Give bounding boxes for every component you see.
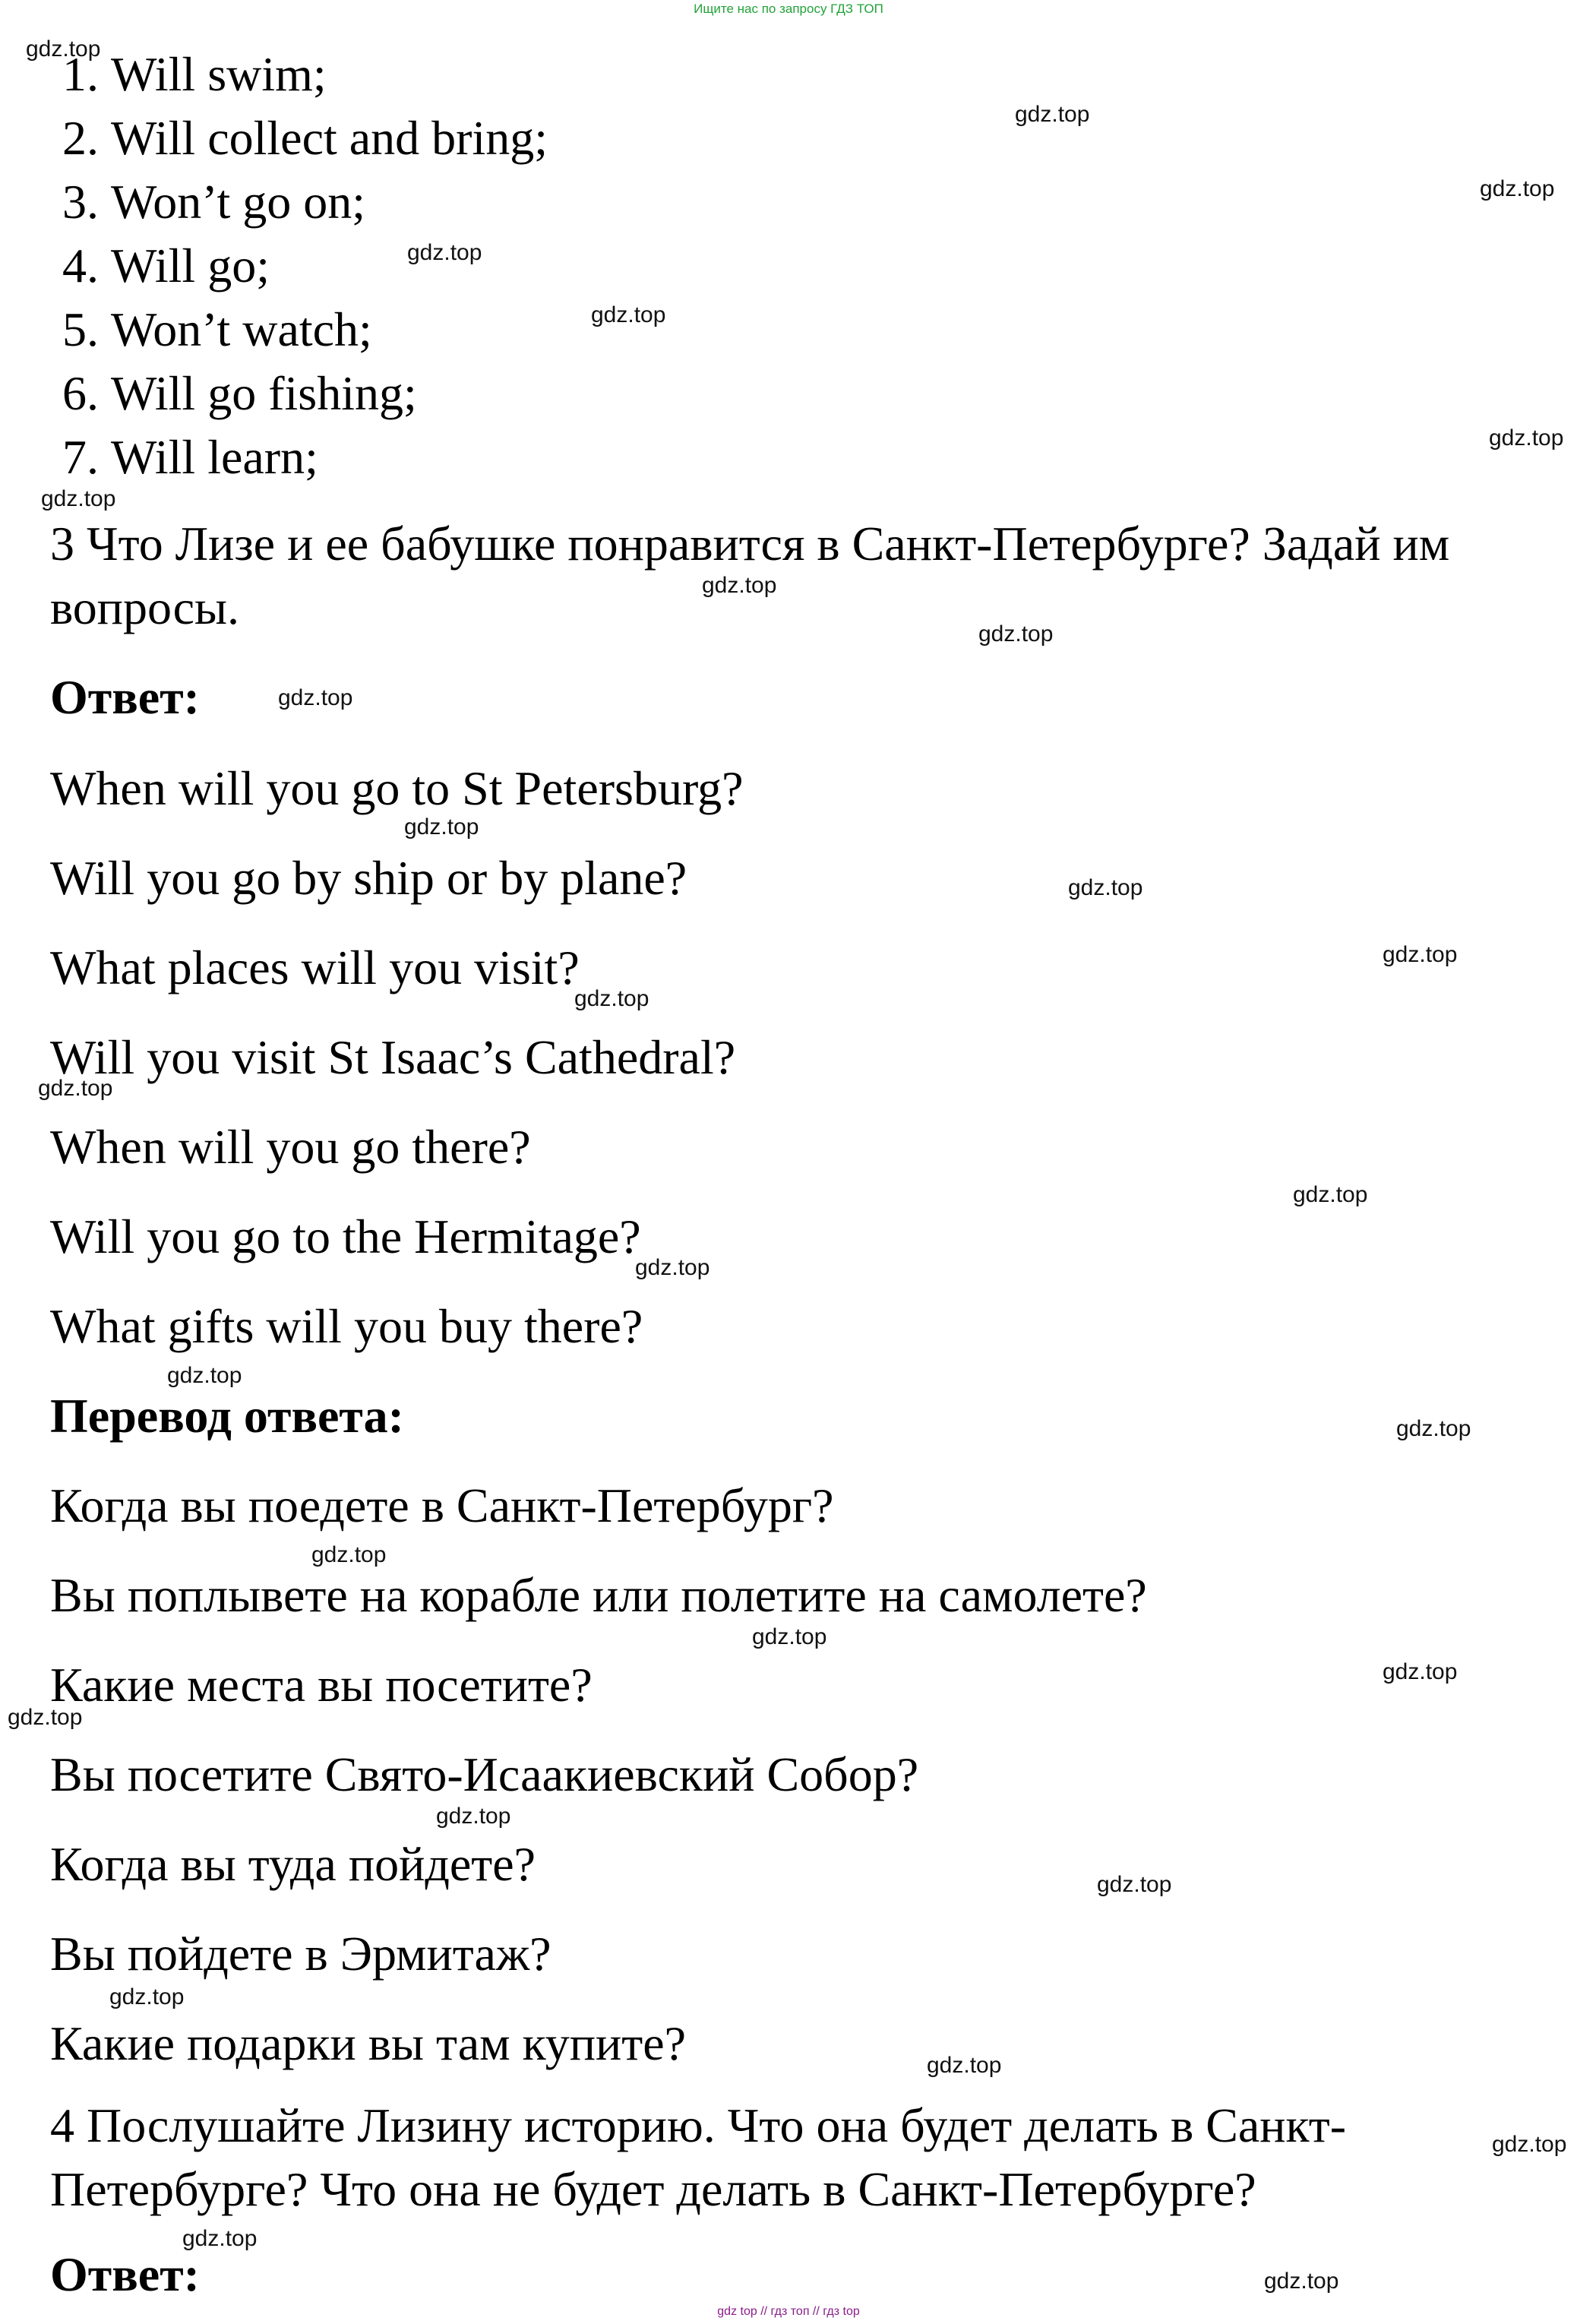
watermark: gdz.top	[1015, 102, 1090, 127]
translation-line: Когда вы поедете в Санкт-Петербург?	[50, 1478, 834, 1532]
question-line: Will you go to the Hermitage?	[50, 1209, 641, 1263]
watermark: gdz.top	[1383, 942, 1458, 967]
watermark: gdz.top	[311, 1542, 387, 1567]
watermark: gdz.top	[752, 1624, 827, 1649]
task4-answer-heading: Ответ:	[50, 2247, 200, 2301]
watermark: gdz.top	[1396, 1416, 1471, 1441]
answer-text: Won’t watch;	[111, 302, 372, 356]
watermark: gdz.top	[635, 1255, 710, 1280]
answer-item-3	[38, 170, 365, 234]
answer-text: Will swim;	[111, 47, 327, 101]
translation-heading: Перевод ответа:	[50, 1389, 404, 1443]
answer-number: 5.	[62, 302, 99, 356]
question-line: Will you visit St Isaac’s Cathedral?	[50, 1030, 736, 1084]
watermark: gdz.top	[1383, 1659, 1458, 1684]
watermark: gdz.top	[38, 1076, 113, 1101]
watermark: gdz.top	[8, 1705, 83, 1730]
translation-line: Когда вы туда пойдете?	[50, 1837, 536, 1891]
answer-text: Will go fishing;	[111, 366, 417, 420]
translation-line: Какие подарки вы там купите?	[50, 2016, 687, 2070]
watermark: gdz.top	[436, 1804, 511, 1829]
watermark: gdz.top	[591, 302, 666, 327]
answer-number: 1.	[62, 47, 99, 101]
watermark: gdz.top	[978, 621, 1054, 647]
answer-text: Will learn;	[111, 430, 318, 484]
watermark: gdz.top	[1264, 2269, 1339, 2294]
answer-item-2	[38, 106, 548, 170]
question-line: When will you go to St Petersburg?	[50, 761, 744, 815]
watermark: gdz.top	[109, 1984, 185, 2009]
watermark: gdz.top	[1068, 875, 1143, 900]
watermark: gdz.top	[41, 486, 116, 511]
answer-item-7	[38, 425, 318, 489]
answer-item-5	[38, 298, 372, 362]
question-line: Will you go by ship or by plane?	[50, 851, 687, 905]
translation-line: Вы пойдете в Эрмитаж?	[50, 1927, 551, 1981]
answer-number: 2.	[62, 111, 99, 165]
task4-prompt: 4 Послушайте Лизину историю. Что она будет делать в Санкт-Петербурге? Что она не будет делать в Санкт-Петербурге?	[50, 2098, 1347, 2216]
answer-text: Will collect and bring;	[111, 111, 548, 165]
watermark: gdz.top	[1293, 1182, 1368, 1207]
answer-number: 3.	[62, 175, 99, 229]
watermark: gdz.top	[702, 573, 777, 598]
answer-item-6	[38, 362, 417, 425]
task3-prompt: 3 Что Лизе и ее бабушке понравится в Санкт-Петербурге? Задай им вопросы.	[50, 517, 1450, 634]
watermark: gdz.top	[574, 986, 649, 1011]
watermark: gdz.top	[927, 2053, 1002, 2078]
question-line: What gifts will you buy there?	[50, 1299, 643, 1353]
answer-number: 4.	[62, 239, 99, 292]
question-line: When will you go there?	[50, 1120, 531, 1174]
bottom-banner: gdz top // гдз топ // гдз top	[717, 2305, 860, 2318]
watermark: gdz.top	[278, 685, 353, 710]
translation-line: Какие места вы посетите?	[50, 1658, 593, 1712]
watermark: gdz.top	[1489, 425, 1564, 451]
answer-number: 7.	[62, 430, 99, 484]
translation-line: Вы посетите Свято-Исаакиевский Собор?	[50, 1747, 919, 1801]
answer-number: 6.	[62, 366, 99, 420]
watermark: gdz.top	[1097, 1872, 1172, 1897]
translation-line: Вы поплывете на корабле или полетите на самолете?	[50, 1568, 1147, 1622]
answer-text: Won’t go on;	[111, 175, 365, 229]
answer-text: Will go;	[111, 239, 270, 292]
watermark: gdz.top	[167, 1363, 242, 1388]
watermark: gdz.top	[182, 2226, 258, 2251]
watermark: gdz.top	[404, 814, 479, 839]
watermark: gdz.top	[1480, 176, 1555, 201]
watermark: gdz.top	[26, 36, 101, 62]
watermark: gdz.top	[407, 240, 482, 265]
watermark: gdz.top	[1492, 2132, 1567, 2157]
task3-answer-heading: Ответ:	[50, 670, 200, 724]
question-line: What places will you visit?	[50, 941, 580, 994]
answer-item-4	[38, 234, 270, 298]
top-banner: Ищите нас по запросу ГДЗ ТОП	[694, 2, 883, 16]
